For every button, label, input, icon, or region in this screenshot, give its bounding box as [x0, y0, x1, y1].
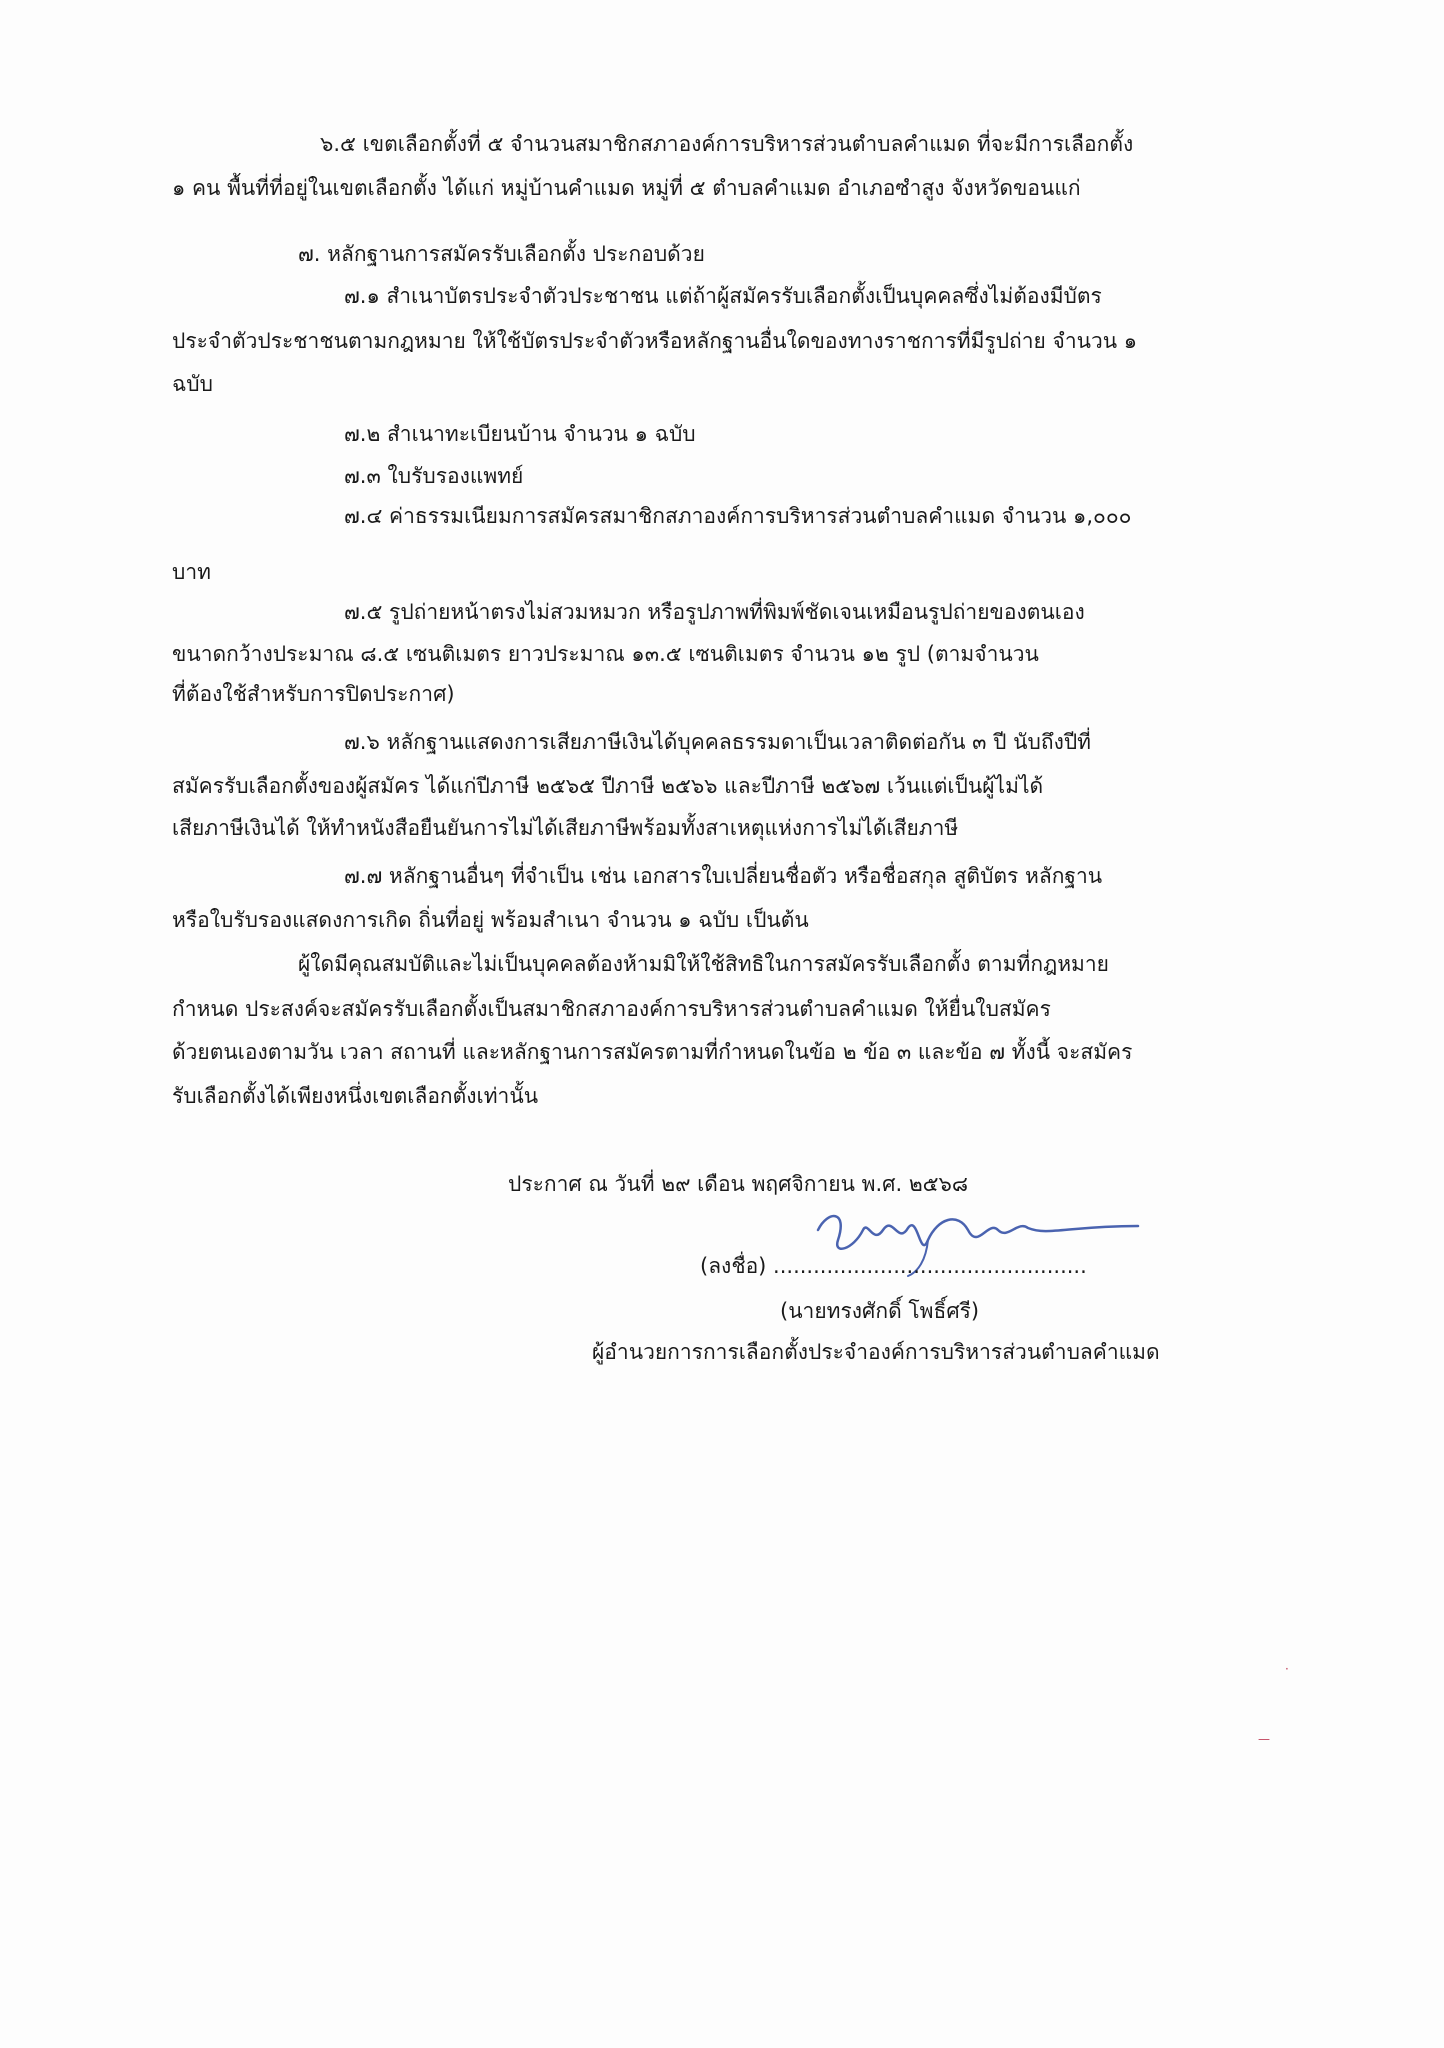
text-line: หรือใบรับรองแสดงการเกิด ถิ่นที่อยู่ พร้อมสำเนา จำนวน ๑ ฉบับ เป็นต้น: [172, 908, 809, 932]
text-line: ๗.๗ หลักฐานอื่นๆ ที่จำเป็น เช่น เอกสารใบเปลี่ยนชื่อตัว หรือชื่อสกุล สูติบัตร หลักฐาน: [344, 864, 1103, 888]
text-line: ๗.๑ สำเนาบัตรประจำตัวประชาชน แต่ถ้าผู้สมัครรับเลือกตั้งเป็นบุคคลซึ่งไม่ต้องมีบัตร: [344, 284, 1102, 308]
text-line: ๖.๕ เขตเลือกตั้งที่ ๕ จำนวนสมาชิกสภาองค์การบริหารส่วนตำบลคำแมด ที่จะมีการเลือกตั้ง: [320, 132, 1134, 156]
signature-line: (ลงชื่อ) ...............................................: [700, 1254, 1087, 1278]
text-line: เสียภาษีเงินได้ ให้ทำหนังสือยืนยันการไม่ได้เสียภาษีพร้อมทั้งสาเหตุแห่งการไม่ได้เสียภาษี: [172, 816, 959, 840]
scan-speck: —: [1258, 1732, 1270, 1746]
text-line: ด้วยตนเองตามวัน เวลา สถานที่ และหลักฐานการสมัครตามที่กำหนดในข้อ ๒ ข้อ ๓ และข้อ ๗ ทั้งนี้ จะสมัคร: [172, 1040, 1133, 1064]
text-line: ๗.๒ สำเนาทะเบียนบ้าน จำนวน ๑ ฉบับ: [344, 422, 696, 446]
text-line: ฉบับ: [172, 372, 213, 396]
announcement-date: ประกาศ ณ วันที่ ๒๙ เดือน พฤศจิกายน พ.ศ. ๒๕๖๘: [508, 1172, 969, 1196]
text-line: ๗.๓ ใบรับรองแพทย์: [344, 464, 524, 488]
text-line: ๑ คน พื้นที่ที่อยู่ในเขตเลือกตั้ง ได้แก่ หมู่บ้านคำแมด หมู่ที่ ๕ ตำบลคำแมด อำเภอซำสูง จังหวัดขอนแก่: [172, 176, 1081, 200]
signatory-position: ผู้อำนวยการการเลือกตั้งประจำองค์การบริหารส่วนตำบลคำแมด: [592, 1340, 1160, 1364]
text-line: กำหนด ประสงค์จะสมัครรับเลือกตั้งเป็นสมาชิกสภาองค์การบริหารส่วนตำบลคำแมด ให้ยื่นใบสมัคร: [172, 997, 1051, 1021]
text-line: ๗.๖ หลักฐานแสดงการเสียภาษีเงินได้บุคคลธรรมดาเป็นเวลาติดต่อกัน ๓ ปี นับถึงปีที่: [344, 730, 1091, 754]
text-line: ที่ต้องใช้สำหรับการปิดประกาศ): [172, 682, 455, 706]
scan-speck: ·: [1285, 1662, 1289, 1676]
text-line: ๗.๔ ค่าธรรมเนียมการสมัครสมาชิกสภาองค์การบริหารส่วนตำบลคำแมด จำนวน ๑,๐๐๐: [344, 504, 1132, 528]
text-line: ประจำตัวประชาชนตามกฎหมาย ให้ใช้บัตรประจำตัวหรือหลักฐานอื่นใดของทางราชการที่มีรูปถ่าย จำนวน ๑: [172, 329, 1138, 353]
text-line: ๗.๕ รูปถ่ายหน้าตรงไม่สวมหมวก หรือรูปภาพที่พิมพ์ชัดเจนเหมือนรูปถ่ายของตนเอง: [344, 600, 1085, 624]
signatory-name: (นายทรงศักดิ์ โพธิ์ศรี): [780, 1299, 980, 1323]
text-line: สมัครรับเลือกตั้งของผู้สมัคร ได้แก่ปีภาษี ๒๕๖๕ ปีภาษี ๒๕๖๖ และปีภาษี ๒๕๖๗ เว้นแต่เป็นผู้ไม่ได้: [172, 774, 1044, 798]
text-line: บาท: [172, 560, 211, 584]
text-line: ผู้ใดมีคุณสมบัติและไม่เป็นบุคคลต้องห้ามมิให้ใช้สิทธิในการสมัครรับเลือกตั้ง ตามที่กฎหมาย: [298, 952, 1109, 976]
text-line: ขนาดกว้างประมาณ ๘.๕ เซนติเมตร ยาวประมาณ ๑๓.๕ เซนติเมตร จำนวน ๑๒ รูป (ตามจำนวน: [172, 642, 1039, 666]
section-heading: ๗. หลักฐานการสมัครรับเลือกตั้ง ประกอบด้วย: [298, 242, 705, 266]
text-line: รับเลือกตั้งได้เพียงหนึ่งเขตเลือกตั้งเท่านั้น: [172, 1084, 539, 1108]
